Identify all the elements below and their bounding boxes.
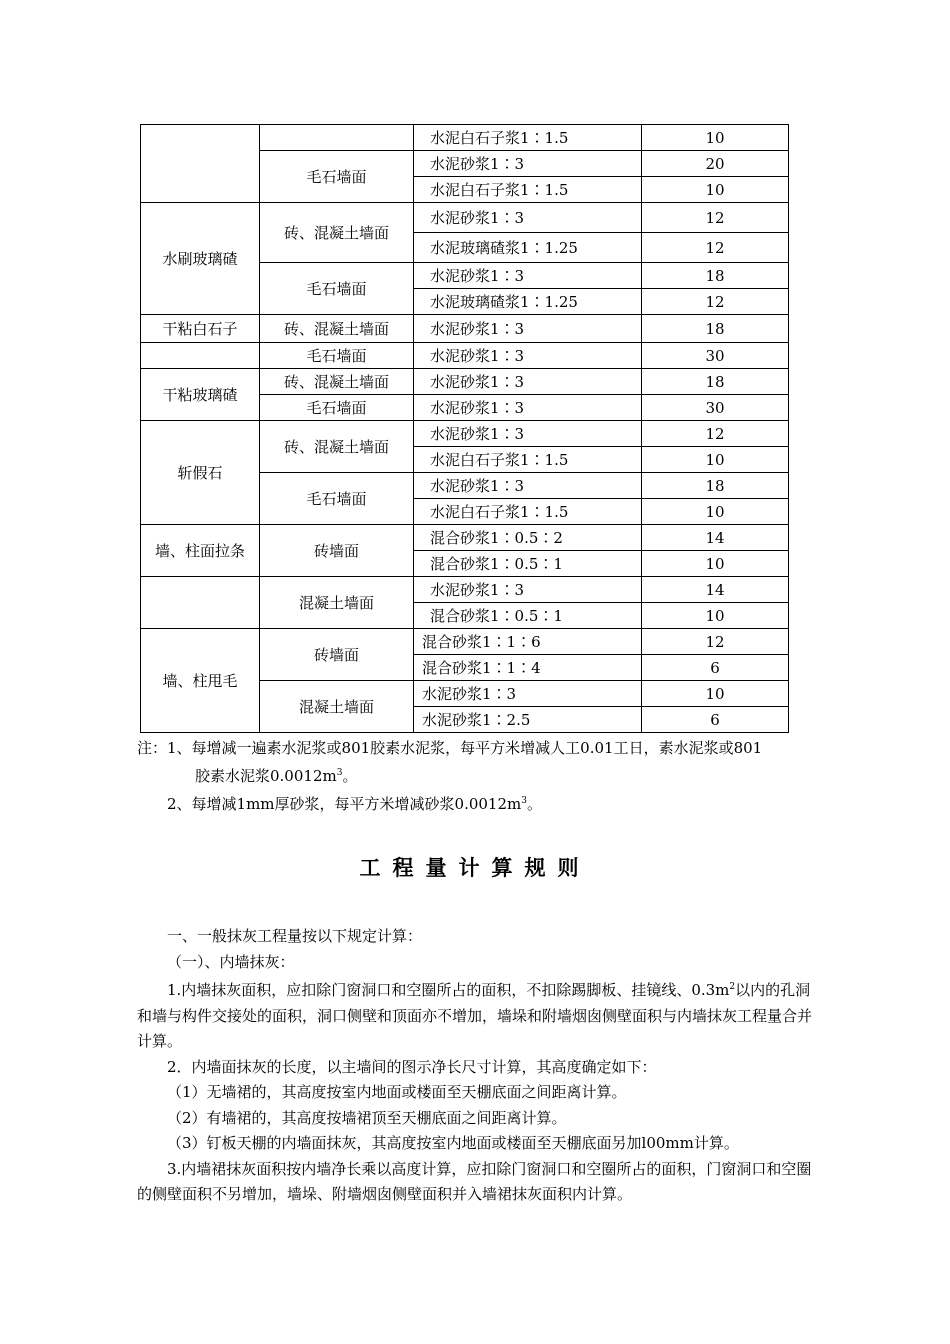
- rules-body: [137, 924, 817, 1208]
- cell-mortar: 水泥砂浆1∶3: [414, 263, 642, 289]
- cell-mortar: 水泥白石子浆1∶1.5: [414, 177, 642, 203]
- cell-mortar: 水泥白石子浆1∶1.5: [414, 499, 642, 525]
- table-row: [141, 421, 789, 447]
- paragraph: （3）钉板天棚的内墙面抹灰，其高度按室内地面或楼面至天棚底面另加l00mm计算。: [167, 1134, 739, 1152]
- cell-mortar: 混合砂浆1∶1∶6: [414, 629, 642, 655]
- mortar-thickness-table: [140, 124, 789, 733]
- table-row: [141, 203, 789, 233]
- cell-mortar: 混合砂浆1∶0.5∶1: [414, 551, 642, 577]
- cell-category: 墙、柱甩毛: [141, 629, 260, 733]
- cell-thickness: 10: [642, 551, 789, 577]
- table-row: [141, 125, 789, 151]
- cell-thickness: 10: [642, 125, 789, 151]
- paragraph: 3.内墙裙抹灰面积按内墙净长乘以高度计算，应扣除门窗洞口和空圈所占的面积，门窗洞口和空圈的侧壁面积不另增加，墙垛、附墙烟囱侧壁面积并入墙裙抹灰面积内计算。: [137, 1159, 812, 1203]
- cell-thickness: 10: [642, 499, 789, 525]
- cell-surface: 砖墙面: [260, 629, 414, 681]
- cell-mortar: 水泥砂浆1∶3: [414, 369, 642, 395]
- cell-category: 干粘白石子: [141, 315, 260, 343]
- cell-thickness: 14: [642, 577, 789, 603]
- cell-thickness: 18: [642, 369, 789, 395]
- cell-thickness: 18: [642, 263, 789, 289]
- cell-surface: 砖、混凝土墙面: [260, 369, 414, 395]
- table-row: [141, 629, 789, 655]
- note-line: 注：1、每增减一遍素水泥浆或801胶素水泥浆，每平方米增减人工0.01工日，素水泥浆或801: [137, 739, 763, 757]
- cell-mortar: 水泥砂浆1∶3: [414, 577, 642, 603]
- cell-category: [141, 577, 260, 629]
- cell-mortar: 水泥砂浆1∶3: [414, 473, 642, 499]
- table-row: [141, 577, 789, 603]
- cell-surface: 砖、混凝土墙面: [260, 315, 414, 343]
- cell-category: 水刷玻璃碴: [141, 203, 260, 315]
- cell-category: 斩假石: [141, 421, 260, 525]
- cell-thickness: 18: [642, 473, 789, 499]
- cell-thickness: 20: [642, 151, 789, 177]
- paragraph: （一）、内墙抹灰：: [167, 952, 295, 971]
- table-row: [141, 315, 789, 343]
- cell-surface: 砖、混凝土墙面: [260, 203, 414, 263]
- cell-thickness: 6: [642, 707, 789, 733]
- cell-thickness: 18: [642, 315, 789, 343]
- cell-surface: 毛石墙面: [260, 263, 414, 315]
- table-row: [141, 525, 789, 551]
- cell-mortar: 水泥玻璃碴浆1∶1.25: [414, 289, 642, 315]
- paragraph: （1）无墙裙的，其高度按室内地面或楼面至天棚底面之间距离计算。: [167, 1083, 627, 1101]
- cell-thickness: 10: [642, 681, 789, 707]
- cell-mortar: 水泥白石子浆1∶1.5: [414, 125, 642, 151]
- note-line: 2、每增减1mm厚砂浆，每平方米增减砂浆$0.0012m^3$。: [167, 795, 542, 813]
- paragraph: （2）有墙裙的，其高度按墙裙顶至天棚底面之间距离计算。: [167, 1108, 567, 1127]
- cell-mortar: 水泥砂浆1∶3: [414, 421, 642, 447]
- table-row: [141, 369, 789, 395]
- cell-thickness: 12: [642, 629, 789, 655]
- cell-mortar: 混合砂浆1∶1∶4: [414, 655, 642, 681]
- cell-thickness: 12: [642, 421, 789, 447]
- cell-surface: 砖墙面: [260, 525, 414, 577]
- cell-thickness: 12: [642, 289, 789, 315]
- cell-surface: 毛石墙面: [260, 473, 414, 525]
- cell-surface: 砖、混凝土墙面: [260, 421, 414, 473]
- paragraph: 1.内墙抹灰面积，应扣除门窗洞口和空圈所占的面积，不扣除踢脚板、挂镜线、$0.3m^2$以内的孔洞和墙与构件交接处的面积，洞口侧壁和顶面亦不增加，墙垛和附墙烟囱侧壁面积与内墙抹灰工程量合并计算。: [137, 981, 813, 1050]
- cell-surface: 混凝土墙面: [260, 681, 414, 733]
- cell-mortar: 混合砂浆1∶0.5∶2: [414, 525, 642, 551]
- cell-category: [141, 343, 260, 369]
- cell-thickness: 14: [642, 525, 789, 551]
- cell-mortar: 水泥白石子浆1∶1.5: [414, 447, 642, 473]
- cell-surface: [260, 125, 414, 151]
- cell-mortar: 水泥砂浆1∶3: [414, 343, 642, 369]
- cell-thickness: 30: [642, 343, 789, 369]
- cell-category: 墙、柱面拉条: [141, 525, 260, 577]
- cell-surface: 混凝土墙面: [260, 577, 414, 629]
- cell-mortar: 水泥砂浆1∶3: [414, 315, 642, 343]
- cell-surface: 毛石墙面: [260, 343, 414, 369]
- cell-mortar: 水泥砂浆1∶3: [414, 203, 642, 233]
- cell-mortar: 水泥砂浆1∶2.5: [414, 707, 642, 733]
- cell-mortar: 水泥砂浆1∶3: [414, 681, 642, 707]
- cell-thickness: 6: [642, 655, 789, 681]
- cell-surface: 毛石墙面: [260, 395, 414, 421]
- cell-mortar: 水泥砂浆1∶3: [414, 151, 642, 177]
- cell-thickness: 10: [642, 603, 789, 629]
- cell-thickness: 12: [642, 203, 789, 233]
- cell-thickness: 12: [642, 233, 789, 263]
- cell-mortar: 混合砂浆1∶0.5∶1: [414, 603, 642, 629]
- cell-thickness: 30: [642, 395, 789, 421]
- cell-surface: 毛石墙面: [260, 151, 414, 203]
- note-line: 胶素水泥浆$0.0012m^3$。: [195, 767, 358, 785]
- cell-thickness: 10: [642, 447, 789, 473]
- section-title: 工程量计算规则: [359, 856, 591, 880]
- paragraph: 一、一般抹灰工程量按以下规定计算：: [167, 927, 423, 945]
- table-notes: [137, 736, 827, 817]
- cell-mortar: 水泥砂浆1∶3: [414, 395, 642, 421]
- paragraph: 2．内墙面抹灰的长度，以主墙间的图示净长尺寸计算，其高度确定如下：: [167, 1057, 657, 1076]
- cell-thickness: 10: [642, 177, 789, 203]
- cell-category: 干粘玻璃碴: [141, 369, 260, 421]
- cell-mortar: 水泥玻璃碴浆1∶1.25: [414, 233, 642, 263]
- cell-category: [141, 125, 260, 203]
- table-row: [141, 343, 789, 369]
